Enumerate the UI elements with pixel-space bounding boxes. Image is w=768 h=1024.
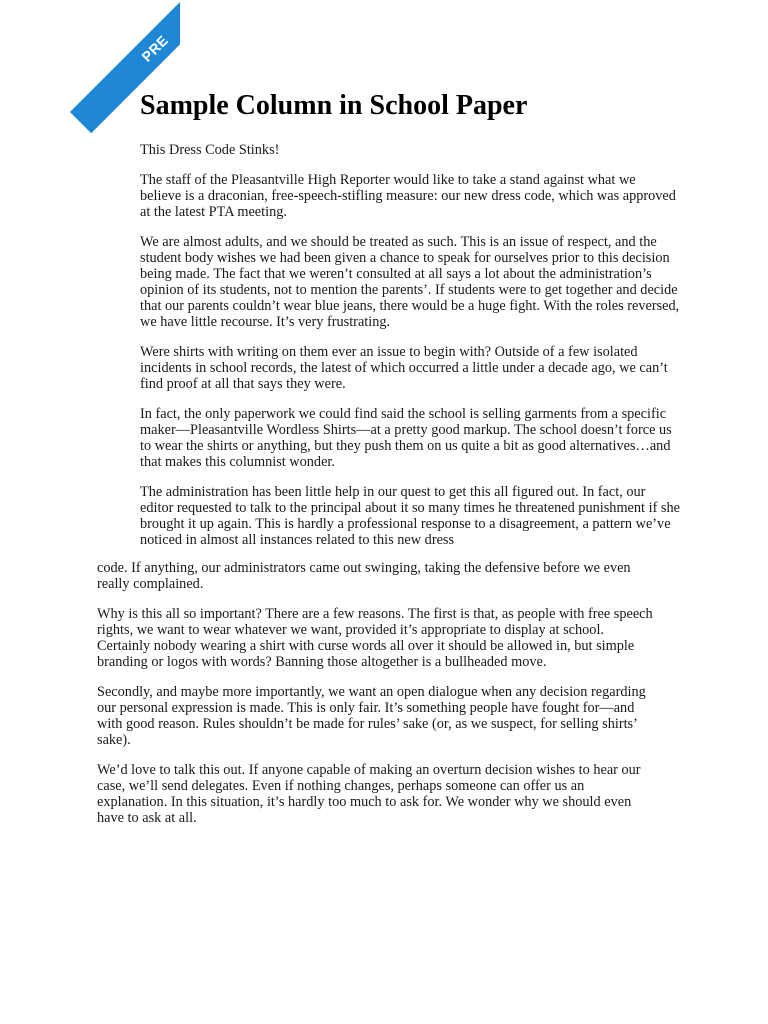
preview-ribbon-label: PRE (70, 0, 180, 133)
document-title: Sample Column in School Paper (140, 90, 528, 121)
paragraph: In fact, the only paperwork we could find said the school is selling garments from a specific maker—Pleasantville Wordless Shirts—at a pretty good markup. The school doesn’t force us to wear the shirts or anything, but they push them on us quite a bit as good alternatives…and that makes this columnist wonder. (140, 406, 672, 470)
paragraph: Why is this all so important? There are a few reasons. The first is that, as people with free speech rights, we want to wear whatever we want, provided it’s appropriate to display at school. Certainly nobody wearing a shirt with curse words all over it should be allowed in, but simple branding or logos with words? Banning those altogether is a bullheaded move. (97, 606, 653, 670)
paragraph: We are almost adults, and we should be treated as such. This is an issue of respect, and the student body wishes we had been given a chance to speak for ourselves prior to this decision being made. The fact that we weren’t consulted at all says a lot about the administration’s opinion of its students, not to mention the parents’. If students were to get together and decide that our parents couldn’t wear blue jeans, there would be a huge fight. With the roles reversed, we have little recourse. It’s very frustrating. (140, 234, 680, 330)
paragraph: The staff of the Pleasantville High Reporter would like to take a stand against what we believe is a draconian, free-speech-stifling measure: our new dress code, which was approved at the latest PTA meeting. (140, 172, 676, 220)
document-lower-section (97, 560, 657, 840)
paragraph: We’d love to talk this out. If anyone capable of making an overturn decision wishes to hear our case, we’ll send delegates. Even if nothing changes, perhaps someone can offer us an explanation. In this situation, it’s hardly too much to ask for. We wonder why we should even have to ask at all. (97, 762, 641, 826)
document-upper-section (140, 88, 680, 562)
paragraph: Secondly, and maybe more importantly, we want an open dialogue when any decision regarding our personal expression is made. This is only fair. It’s something people have fought for—and with good reason. Rules shouldn’t be made for rules’ sake (or, as we suspect, for selling shirts’ sake). (97, 684, 646, 748)
paragraph: Were shirts with writing on them ever an issue to begin with? Outside of a few isolated incidents in school records, the latest of which occurred a little under a decade ago, we can’t find proof at all that says they were. (140, 344, 668, 392)
column-headline: This Dress Code Stinks! (140, 142, 280, 158)
paragraph: The administration has been little help in our quest to get this all figured out. In fact, our editor requested to talk to the principal about it so many times he threatened punishment if she brought it up again. This is hardly a professional response to a disagreement, a pattern we’ve noticed in almost all instances related to this new dress (140, 484, 680, 548)
paragraph: code. If anything, our administrators came out swinging, taking the defensive before we even really complained. (97, 560, 631, 592)
